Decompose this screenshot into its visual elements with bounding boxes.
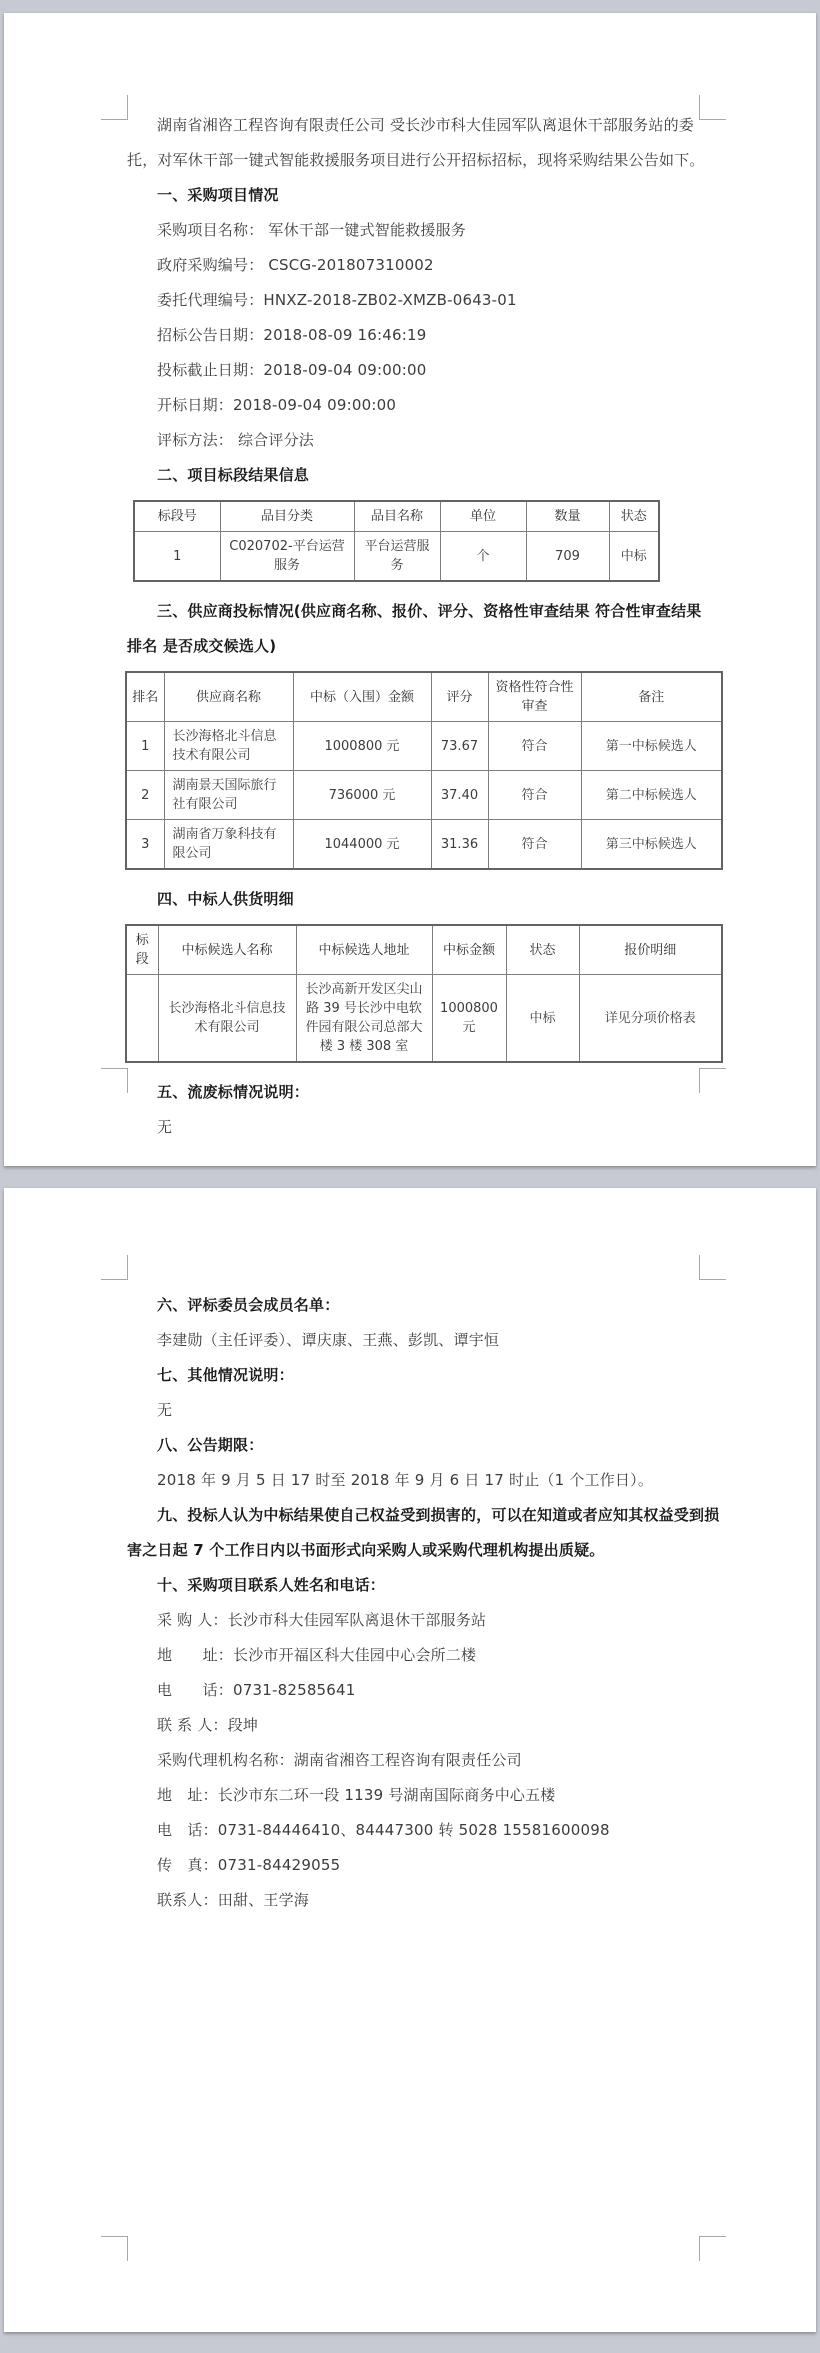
table-row — [126, 771, 722, 820]
section-5-title: 五、流废标情况说明： — [157, 1083, 310, 1101]
table-cell: 73.67 — [431, 722, 488, 771]
section-7-content: 无 — [157, 1401, 173, 1419]
table-cell — [126, 975, 158, 1063]
header-cell: 中标金额 — [432, 925, 506, 975]
section-10-title: 十、采购项目联系人姓名和电话： — [157, 1576, 386, 1594]
table-cell: 1 — [134, 532, 220, 582]
contact-purchaser-person: 联 系 人：段坤 — [157, 1716, 259, 1734]
contact-purchaser-phone: 电 话：0731-82585641 — [157, 1681, 356, 1699]
header-cell: 数量 — [526, 501, 609, 532]
table-cell: 平台运营服务 — [354, 532, 440, 582]
margin-mark-top-left — [101, 95, 128, 120]
section-6-content: 李建勋（主任评委）、谭庆康、王燕、彭凯、谭宇恒 — [157, 1331, 500, 1349]
page-1 — [4, 13, 816, 1166]
lot-result-table — [133, 500, 660, 582]
table-cell: 709 — [526, 532, 609, 582]
section-8-title: 八、公告期限： — [157, 1436, 264, 1454]
margin-mark-bottom-right — [699, 2236, 726, 2261]
header-cell: 状态 — [506, 925, 579, 975]
margin-mark-bottom-left — [101, 1068, 128, 1093]
winner-detail-table — [125, 924, 723, 1063]
table-cell: 长沙高新开发区尖山路 39 号长沙中电软件园有限公司总部大楼 3 楼 308 室 — [296, 975, 432, 1063]
contact-agency-address: 地 址：长沙市东二环一段 1139 号湖南国际商务中心五楼 — [157, 1786, 556, 1804]
section-2-title: 二、项目标段结果信息 — [157, 466, 310, 484]
section-4-title: 四、中标人供货明细 — [157, 890, 294, 908]
table-cell: 31.36 — [431, 820, 488, 870]
margin-mark-top-left — [101, 1255, 128, 1280]
header-cell: 标段号 — [134, 501, 220, 532]
field-gov-purchase-no: 政府采购编号： CSCG-201807310002 — [157, 256, 434, 274]
header-cell: 单位 — [440, 501, 526, 532]
margin-mark-bottom-left — [101, 2236, 128, 2261]
header-cell: 资格性符合性审查 — [488, 672, 581, 722]
contact-agency-fax: 传 真：0731-84429055 — [157, 1856, 341, 1874]
page-2-content — [127, 1188, 721, 1918]
table-cell: 中标 — [609, 532, 659, 582]
page-1-content — [127, 13, 721, 1145]
field-project-name: 采购项目名称： 军休干部一键式智能救援服务 — [157, 221, 466, 239]
field-eval-method: 评标方法： 综合评分法 — [157, 431, 314, 449]
header-cell: 标段 — [126, 925, 158, 975]
section-6-title: 六、评标委员会成员名单： — [157, 1296, 340, 1314]
header-cell: 中标候选人名称 — [158, 925, 296, 975]
header-cell: 中标（入围）金额 — [293, 672, 431, 722]
section-8-content: 2018 年 9 月 5 日 17 时至 2018 年 9 月 6 日 17 时止（1 个工作日）。 — [157, 1471, 654, 1489]
contact-agency-name: 采购代理机构名称：湖南省湘咨工程咨询有限责任公司 — [157, 1751, 522, 1769]
contact-agency-persons: 联系人：田甜、王学海 — [157, 1891, 310, 1909]
header-cell: 排名 — [126, 672, 164, 722]
table-cell: 第一中标候选人 — [581, 722, 722, 771]
table-cell: 1000800 元 — [432, 975, 506, 1063]
field-announce-date: 招标公告日期：2018-08-09 16:46:19 — [157, 326, 427, 344]
table-cell: 3 — [126, 820, 164, 870]
header-cell: 报价明细 — [579, 925, 722, 975]
table-cell: 2 — [126, 771, 164, 820]
header-cell: 品目名称 — [354, 501, 440, 532]
table-row — [134, 532, 659, 582]
contact-agency-phone: 电 话：0731-84446410、84447300 转 5028 15581600098 — [157, 1821, 610, 1839]
section-5-content: 无 — [157, 1118, 173, 1136]
table-cell: 长沙海格北斗信息技术有限公司 — [164, 722, 293, 771]
table-cell: 个 — [440, 532, 526, 582]
table-cell: 长沙海格北斗信息技术有限公司 — [158, 975, 296, 1063]
table-cell: 符合 — [488, 722, 581, 771]
section-1-title: 一、采购项目情况 — [157, 186, 279, 204]
table-cell: 第二中标候选人 — [581, 771, 722, 820]
table-cell: 1044000 元 — [293, 820, 431, 870]
section-7-title: 七、其他情况说明： — [157, 1366, 294, 1384]
table-row — [126, 820, 722, 870]
intro-paragraph: 湖南省湘咨工程咨询有限责任公司 受长沙市科大佳园军队离退休干部服务站的委托，对军休干部一键式智能救援服务项目进行公开招标招标，现将采购结果公告如下。 — [127, 116, 705, 169]
table-cell: C020702-平台运营服务 — [220, 532, 354, 582]
table-cell: 37.40 — [431, 771, 488, 820]
header-cell: 评分 — [431, 672, 488, 722]
contact-purchaser-address: 地 址：长沙市开福区科大佳园中心会所二楼 — [157, 1646, 477, 1664]
page-2 — [4, 1188, 816, 2332]
table-cell: 736000 元 — [293, 771, 431, 820]
table-cell: 符合 — [488, 771, 581, 820]
table-cell: 第三中标候选人 — [581, 820, 722, 870]
table-cell: 符合 — [488, 820, 581, 870]
header-cell: 中标候选人地址 — [296, 925, 432, 975]
header-cell: 品目分类 — [220, 501, 354, 532]
header-cell: 状态 — [609, 501, 659, 532]
table-header-row — [126, 672, 722, 722]
table-cell: 湖南省万象科技有限公司 — [164, 820, 293, 870]
contact-purchaser: 采 购 人：长沙市科大佳园军队离退休干部服务站 — [157, 1611, 487, 1629]
header-cell: 供应商名称 — [164, 672, 293, 722]
field-open-date: 开标日期：2018-09-04 09:00:00 — [157, 396, 397, 414]
table-row — [126, 722, 722, 771]
table-cell: 1 — [126, 722, 164, 771]
table-header-row — [126, 925, 722, 975]
field-agency-no: 委托代理编号：HNXZ-2018-ZB02-XMZB-0643-01 — [157, 291, 517, 309]
supplier-bid-table — [125, 671, 723, 870]
field-bid-deadline: 投标截止日期：2018-09-04 09:00:00 — [157, 361, 427, 379]
table-cell: 中标 — [506, 975, 579, 1063]
table-cell: 湖南景天国际旅行社有限公司 — [164, 771, 293, 820]
table-row — [126, 975, 722, 1063]
header-cell: 备注 — [581, 672, 722, 722]
table-cell: 1000800 元 — [293, 722, 431, 771]
section-9-paragraph: 九、投标人认为中标结果使自己权益受到损害的，可以在知道或者应知其权益受到损害之日起 7 个工作日内以书面形式向采购人或采购代理机构提出质疑。 — [127, 1506, 720, 1559]
section-3-title: 三、供应商投标情况(供应商名称、报价、评分、资格性审查结果 符合性审查结果 排名 是否成交候选人) — [127, 602, 702, 655]
table-header-row — [134, 501, 659, 532]
table-cell: 详见分项价格表 — [579, 975, 722, 1063]
